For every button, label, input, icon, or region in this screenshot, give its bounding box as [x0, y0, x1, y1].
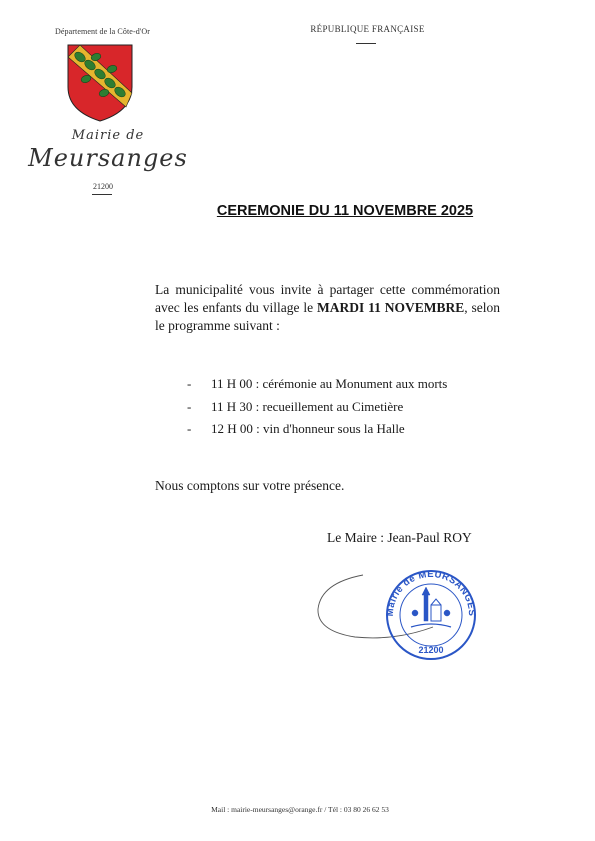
republic-header: RÉPUBLIQUE FRANÇAISE — [310, 24, 425, 34]
official-stamp-icon — [315, 565, 495, 665]
republic-divider — [356, 43, 376, 44]
mayor-signature-line: Le Maire : Jean-Paul ROY — [327, 530, 472, 545]
list-item — [187, 398, 447, 421]
stamp-zip: 21200 — [418, 645, 444, 655]
intro-text-1: La municipalité vous invite à partager cette commémoration avec les enfants du village le — [155, 282, 500, 315]
list-dash: - — [187, 421, 192, 436]
list-dash: - — [187, 398, 192, 414]
document-title: CEREMONIE DU 11 NOVEMBRE 2025 — [216, 203, 474, 219]
list-item-text: 12 H 00 : vin d'honneur sous la Halle — [211, 421, 405, 436]
letterhead-divider — [92, 194, 112, 195]
list-item-text: 11 H 30 : recueillement au Cimetière — [211, 398, 404, 414]
list-item — [187, 420, 447, 443]
intro-text-2: , selon le programme suivant : — [155, 300, 500, 333]
department-header: Département de la Côte-d'Or — [55, 27, 150, 36]
footer-contact: Mail : mairie-meursanges@orange.fr / Tél : 03 80 26 62 53 — [211, 805, 389, 814]
town-zip: 21200 — [93, 182, 113, 191]
list-item — [187, 375, 447, 398]
list-dash: - — [187, 376, 192, 391]
closing-line: Nous comptons sur votre présence. — [155, 478, 345, 493]
town-name: Meursanges — [28, 144, 188, 172]
signature-stroke-icon — [318, 575, 433, 638]
coat-of-arms-icon — [66, 43, 134, 123]
stamp-text: Mairie de MEURSANGES — [384, 568, 478, 617]
program-list — [187, 375, 447, 443]
mairie-de-label: Mairie de — [71, 128, 145, 143]
intro-date: MARDI 11 NOVEMBRE — [316, 300, 465, 315]
list-item-text: 11 H 00 : cérémonie au Monument aux morts — [211, 376, 448, 391]
intro-paragraph — [155, 281, 500, 335]
